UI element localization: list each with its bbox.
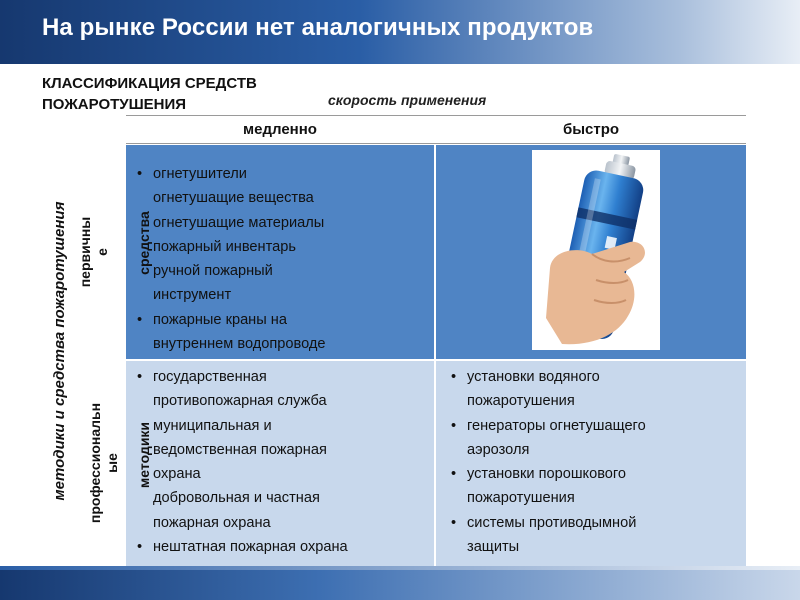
list-item: ведомственная пожарная	[153, 441, 327, 458]
list-item: • установки порошкового	[467, 462, 746, 486]
list-item: • пожарные краны на	[153, 308, 434, 332]
type-label-means: средства	[136, 211, 152, 275]
list-item: противопожарная служба	[153, 393, 327, 410]
row-label-professional-line2: ые	[104, 453, 120, 473]
cell-primary-slow	[126, 145, 434, 359]
column-header-slow: медленно	[243, 121, 317, 138]
row-label-professional	[87, 373, 121, 553]
column-header-fast: быстро	[562, 121, 620, 138]
list-item: пожарная охрана	[153, 514, 271, 531]
list-item: пожаротушения	[467, 393, 575, 410]
cell-professional-fast	[436, 361, 746, 567]
list-item: ручной пожарный	[153, 263, 273, 280]
list-item: инструмент	[153, 287, 232, 304]
classification-title-line2: ПОЖАРОТУШЕНИЯ	[42, 96, 187, 113]
list-item: • огнетушители	[153, 162, 434, 186]
list-item: пожарный инвентарь	[153, 238, 296, 255]
list-item: • нештатная пожарная охрана	[153, 535, 434, 559]
list-item: муниципальная и	[153, 417, 272, 434]
row-label-professional-line1: профессиональн	[87, 402, 103, 524]
cell-professional-slow	[126, 361, 434, 567]
primary-slow-list	[126, 145, 434, 356]
list-item: • системы противодымной	[467, 511, 746, 535]
classification-title	[42, 73, 362, 115]
classification-title-line1: КЛАССИФИКАЦИЯ СРЕДСТВ	[42, 75, 257, 92]
cell-primary-fast	[436, 145, 746, 359]
professional-slow-list	[126, 361, 434, 559]
list-item: пожаротушения	[467, 490, 575, 507]
row-label-primary-line2: е	[94, 248, 110, 256]
speed-axis-label: скорость применения	[328, 92, 487, 108]
row-label-primary-line1: первичны	[77, 216, 93, 288]
list-item: защиты	[467, 539, 520, 556]
type-label-methods: методики	[136, 421, 152, 489]
fire-extinguisher-can-icon	[532, 150, 660, 350]
list-item: • государственная	[153, 365, 434, 389]
list-item: огнетушащие материалы	[153, 214, 325, 231]
page-title: На рынке России нет аналогичных продуктов	[42, 14, 594, 41]
header-rule-bottom	[126, 143, 746, 144]
list-item: • установки водяного	[467, 365, 746, 389]
vertical-axis-label: методики и средства пожаротушения	[51, 201, 68, 501]
header-rule-top	[126, 115, 746, 116]
footer-band	[0, 570, 800, 600]
list-item: • генераторы огнетушащего	[467, 414, 746, 438]
professional-fast-list	[436, 361, 746, 559]
list-item: огнетушащие вещества	[153, 190, 314, 207]
list-item: внутреннем водопроводе	[153, 336, 326, 353]
product-photo	[532, 150, 660, 350]
list-item: добровольная и частная	[153, 490, 320, 507]
list-item: аэрозоля	[467, 441, 530, 458]
list-item: охрана	[153, 466, 201, 483]
row-label-primary	[77, 172, 111, 332]
